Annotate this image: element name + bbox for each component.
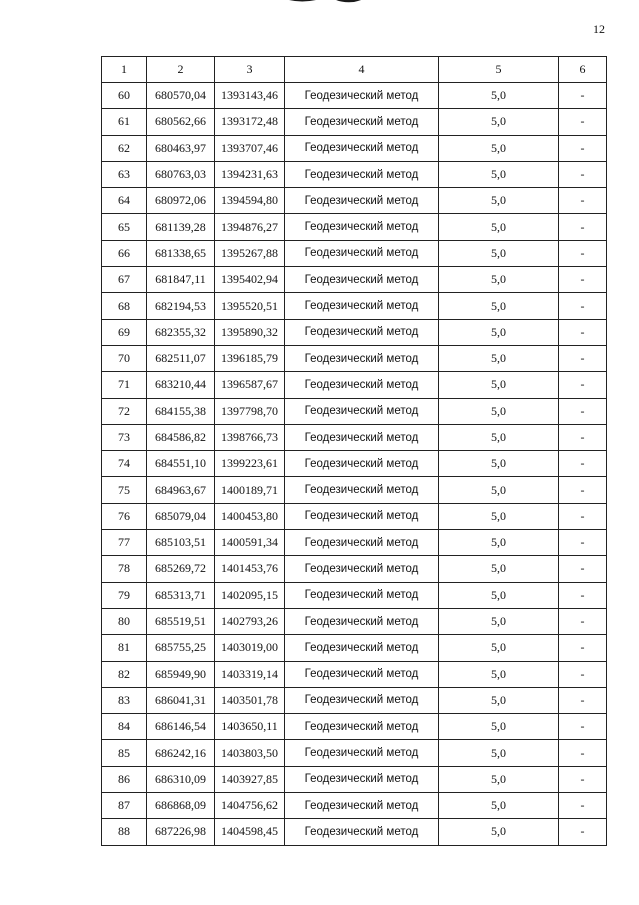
x-coordinate-cell: 685103,51 [147, 530, 215, 556]
method-cell: Геодезический метод [285, 582, 439, 608]
table-row [102, 214, 607, 240]
table-row [102, 109, 607, 135]
y-coordinate-cell: 1397798,70 [215, 398, 285, 424]
x-coordinate-cell: 683210,44 [147, 372, 215, 398]
point-number-cell: 87 [102, 793, 147, 819]
note-cell: - [559, 530, 607, 556]
note-cell: - [559, 766, 607, 792]
accuracy-cell: 5,0 [439, 819, 559, 845]
y-coordinate-cell: 1403019,00 [215, 635, 285, 661]
accuracy-cell: 5,0 [439, 451, 559, 477]
point-number-cell: 81 [102, 635, 147, 661]
table-row [102, 582, 607, 608]
accuracy-cell: 5,0 [439, 556, 559, 582]
y-coordinate-cell: 1393172,48 [215, 109, 285, 135]
table-row [102, 372, 607, 398]
column-header: 5 [439, 57, 559, 83]
column-header: 2 [147, 57, 215, 83]
y-coordinate-cell: 1395520,51 [215, 293, 285, 319]
point-number-cell: 67 [102, 267, 147, 293]
x-coordinate-cell: 686242,16 [147, 740, 215, 766]
note-cell: - [559, 83, 607, 109]
x-coordinate-cell: 680570,04 [147, 83, 215, 109]
table-row [102, 503, 607, 529]
method-cell: Геодезический метод [285, 687, 439, 713]
accuracy-cell: 5,0 [439, 503, 559, 529]
point-number-cell: 79 [102, 582, 147, 608]
method-cell: Геодезический метод [285, 477, 439, 503]
x-coordinate-cell: 681338,65 [147, 240, 215, 266]
method-cell: Геодезический метод [285, 451, 439, 477]
note-cell: - [559, 687, 607, 713]
y-coordinate-cell: 1404598,45 [215, 819, 285, 845]
accuracy-cell: 5,0 [439, 109, 559, 135]
note-cell: - [559, 819, 607, 845]
note-cell: - [559, 793, 607, 819]
x-coordinate-cell: 680562,66 [147, 109, 215, 135]
x-coordinate-cell: 686041,31 [147, 687, 215, 713]
method-cell: Геодезический метод [285, 556, 439, 582]
method-cell: Геодезический метод [285, 503, 439, 529]
note-cell: - [559, 319, 607, 345]
note-cell: - [559, 240, 607, 266]
table-row [102, 530, 607, 556]
accuracy-cell: 5,0 [439, 345, 559, 371]
table-row [102, 661, 607, 687]
y-coordinate-cell: 1402095,15 [215, 582, 285, 608]
y-coordinate-cell: 1394231,63 [215, 161, 285, 187]
point-number-cell: 62 [102, 135, 147, 161]
table-row [102, 398, 607, 424]
table-row [102, 451, 607, 477]
table-row [102, 687, 607, 713]
point-number-cell: 88 [102, 819, 147, 845]
table-header-row [102, 57, 607, 83]
table-row [102, 740, 607, 766]
table-row [102, 766, 607, 792]
accuracy-cell: 5,0 [439, 398, 559, 424]
note-cell: - [559, 135, 607, 161]
note-cell: - [559, 424, 607, 450]
column-header: 4 [285, 57, 439, 83]
method-cell: Геодезический метод [285, 319, 439, 345]
note-cell: - [559, 267, 607, 293]
note-cell: - [559, 109, 607, 135]
point-number-cell: 64 [102, 188, 147, 214]
y-coordinate-cell: 1403650,11 [215, 714, 285, 740]
note-cell: - [559, 451, 607, 477]
method-cell: Геодезический метод [285, 819, 439, 845]
x-coordinate-cell: 685313,71 [147, 582, 215, 608]
accuracy-cell: 5,0 [439, 582, 559, 608]
point-number-cell: 77 [102, 530, 147, 556]
x-coordinate-cell: 685949,90 [147, 661, 215, 687]
method-cell: Геодезический метод [285, 424, 439, 450]
y-coordinate-cell: 1399223,61 [215, 451, 285, 477]
method-cell: Геодезический метод [285, 766, 439, 792]
accuracy-cell: 5,0 [439, 161, 559, 187]
accuracy-cell: 5,0 [439, 214, 559, 240]
point-number-cell: 83 [102, 687, 147, 713]
accuracy-cell: 5,0 [439, 188, 559, 214]
method-cell: Геодезический метод [285, 161, 439, 187]
point-number-cell: 75 [102, 477, 147, 503]
x-coordinate-cell: 687226,98 [147, 819, 215, 845]
x-coordinate-cell: 686146,54 [147, 714, 215, 740]
method-cell: Геодезический метод [285, 635, 439, 661]
method-cell: Геодезический метод [285, 135, 439, 161]
method-cell: Геодезический метод [285, 214, 439, 240]
method-cell: Геодезический метод [285, 793, 439, 819]
point-number-cell: 80 [102, 608, 147, 634]
y-coordinate-cell: 1403803,50 [215, 740, 285, 766]
y-coordinate-cell: 1404756,62 [215, 793, 285, 819]
table-row [102, 635, 607, 661]
x-coordinate-cell: 682355,32 [147, 319, 215, 345]
accuracy-cell: 5,0 [439, 424, 559, 450]
table-row [102, 161, 607, 187]
coordinates-table [101, 56, 607, 846]
y-coordinate-cell: 1395402,94 [215, 267, 285, 293]
point-number-cell: 66 [102, 240, 147, 266]
y-coordinate-cell: 1393707,46 [215, 135, 285, 161]
table-row [102, 83, 607, 109]
y-coordinate-cell: 1393143,46 [215, 83, 285, 109]
table-row [102, 319, 607, 345]
x-coordinate-cell: 685755,25 [147, 635, 215, 661]
point-number-cell: 71 [102, 372, 147, 398]
y-coordinate-cell: 1398766,73 [215, 424, 285, 450]
note-cell: - [559, 477, 607, 503]
note-cell: - [559, 635, 607, 661]
x-coordinate-cell: 682511,07 [147, 345, 215, 371]
x-coordinate-cell: 685269,72 [147, 556, 215, 582]
column-header: 3 [215, 57, 285, 83]
y-coordinate-cell: 1396587,67 [215, 372, 285, 398]
accuracy-cell: 5,0 [439, 319, 559, 345]
accuracy-cell: 5,0 [439, 687, 559, 713]
y-coordinate-cell: 1401453,76 [215, 556, 285, 582]
table-row [102, 188, 607, 214]
accuracy-cell: 5,0 [439, 83, 559, 109]
note-cell: - [559, 582, 607, 608]
x-coordinate-cell: 684963,67 [147, 477, 215, 503]
table-row [102, 424, 607, 450]
method-cell: Геодезический метод [285, 267, 439, 293]
point-number-cell: 84 [102, 714, 147, 740]
accuracy-cell: 5,0 [439, 477, 559, 503]
x-coordinate-cell: 680463,97 [147, 135, 215, 161]
point-number-cell: 60 [102, 83, 147, 109]
column-header: 1 [102, 57, 147, 83]
y-coordinate-cell: 1400591,34 [215, 530, 285, 556]
point-number-cell: 61 [102, 109, 147, 135]
point-number-cell: 82 [102, 661, 147, 687]
y-coordinate-cell: 1403927,85 [215, 766, 285, 792]
method-cell: Геодезический метод [285, 109, 439, 135]
accuracy-cell: 5,0 [439, 293, 559, 319]
x-coordinate-cell: 682194,53 [147, 293, 215, 319]
x-coordinate-cell: 681139,28 [147, 214, 215, 240]
note-cell: - [559, 372, 607, 398]
accuracy-cell: 5,0 [439, 740, 559, 766]
accuracy-cell: 5,0 [439, 372, 559, 398]
note-cell: - [559, 503, 607, 529]
y-coordinate-cell: 1403501,78 [215, 687, 285, 713]
point-number-cell: 86 [102, 766, 147, 792]
table-row [102, 240, 607, 266]
note-cell: - [559, 214, 607, 240]
note-cell: - [559, 398, 607, 424]
table-row [102, 345, 607, 371]
method-cell: Геодезический метод [285, 345, 439, 371]
y-coordinate-cell: 1396185,79 [215, 345, 285, 371]
method-cell: Геодезический метод [285, 240, 439, 266]
column-header: 6 [559, 57, 607, 83]
x-coordinate-cell: 680763,03 [147, 161, 215, 187]
table-row [102, 819, 607, 845]
point-number-cell: 74 [102, 451, 147, 477]
note-cell: - [559, 556, 607, 582]
x-coordinate-cell: 680972,06 [147, 188, 215, 214]
accuracy-cell: 5,0 [439, 635, 559, 661]
x-coordinate-cell: 685079,04 [147, 503, 215, 529]
note-cell: - [559, 608, 607, 634]
x-coordinate-cell: 681847,11 [147, 267, 215, 293]
note-cell: - [559, 714, 607, 740]
note-cell: - [559, 345, 607, 371]
table-row [102, 293, 607, 319]
table-row [102, 477, 607, 503]
point-number-cell: 65 [102, 214, 147, 240]
point-number-cell: 78 [102, 556, 147, 582]
point-number-cell: 72 [102, 398, 147, 424]
table-body [102, 57, 607, 846]
y-coordinate-cell: 1394594,80 [215, 188, 285, 214]
method-cell: Геодезический метод [285, 398, 439, 424]
accuracy-cell: 5,0 [439, 530, 559, 556]
table-row [102, 793, 607, 819]
method-cell: Геодезический метод [285, 661, 439, 687]
accuracy-cell: 5,0 [439, 661, 559, 687]
accuracy-cell: 5,0 [439, 714, 559, 740]
y-coordinate-cell: 1400189,71 [215, 477, 285, 503]
y-coordinate-cell: 1402793,26 [215, 608, 285, 634]
point-number-cell: 70 [102, 345, 147, 371]
table-row [102, 135, 607, 161]
note-cell: - [559, 293, 607, 319]
y-coordinate-cell: 1394876,27 [215, 214, 285, 240]
page-number: 12 [593, 22, 605, 36]
note-cell: - [559, 161, 607, 187]
accuracy-cell: 5,0 [439, 240, 559, 266]
method-cell: Геодезический метод [285, 740, 439, 766]
accuracy-cell: 5,0 [439, 267, 559, 293]
accuracy-cell: 5,0 [439, 608, 559, 634]
point-number-cell: 68 [102, 293, 147, 319]
note-cell: - [559, 188, 607, 214]
accuracy-cell: 5,0 [439, 766, 559, 792]
x-coordinate-cell: 686868,09 [147, 793, 215, 819]
y-coordinate-cell: 1400453,80 [215, 503, 285, 529]
method-cell: Геодезический метод [285, 83, 439, 109]
table-row [102, 556, 607, 582]
accuracy-cell: 5,0 [439, 135, 559, 161]
point-number-cell: 73 [102, 424, 147, 450]
method-cell: Геодезический метод [285, 530, 439, 556]
x-coordinate-cell: 684586,82 [147, 424, 215, 450]
table-row [102, 608, 607, 634]
point-number-cell: 69 [102, 319, 147, 345]
point-number-cell: 76 [102, 503, 147, 529]
x-coordinate-cell: 686310,09 [147, 766, 215, 792]
method-cell: Геодезический метод [285, 608, 439, 634]
note-cell: - [559, 740, 607, 766]
seal-mark-fragment [258, 0, 380, 6]
x-coordinate-cell: 685519,51 [147, 608, 215, 634]
method-cell: Геодезический метод [285, 714, 439, 740]
x-coordinate-cell: 684551,10 [147, 451, 215, 477]
table-row [102, 267, 607, 293]
point-number-cell: 85 [102, 740, 147, 766]
y-coordinate-cell: 1403319,14 [215, 661, 285, 687]
y-coordinate-cell: 1395890,32 [215, 319, 285, 345]
method-cell: Геодезический метод [285, 188, 439, 214]
method-cell: Геодезический метод [285, 293, 439, 319]
y-coordinate-cell: 1395267,88 [215, 240, 285, 266]
x-coordinate-cell: 684155,38 [147, 398, 215, 424]
accuracy-cell: 5,0 [439, 793, 559, 819]
table-row [102, 714, 607, 740]
point-number-cell: 63 [102, 161, 147, 187]
method-cell: Геодезический метод [285, 372, 439, 398]
note-cell: - [559, 661, 607, 687]
